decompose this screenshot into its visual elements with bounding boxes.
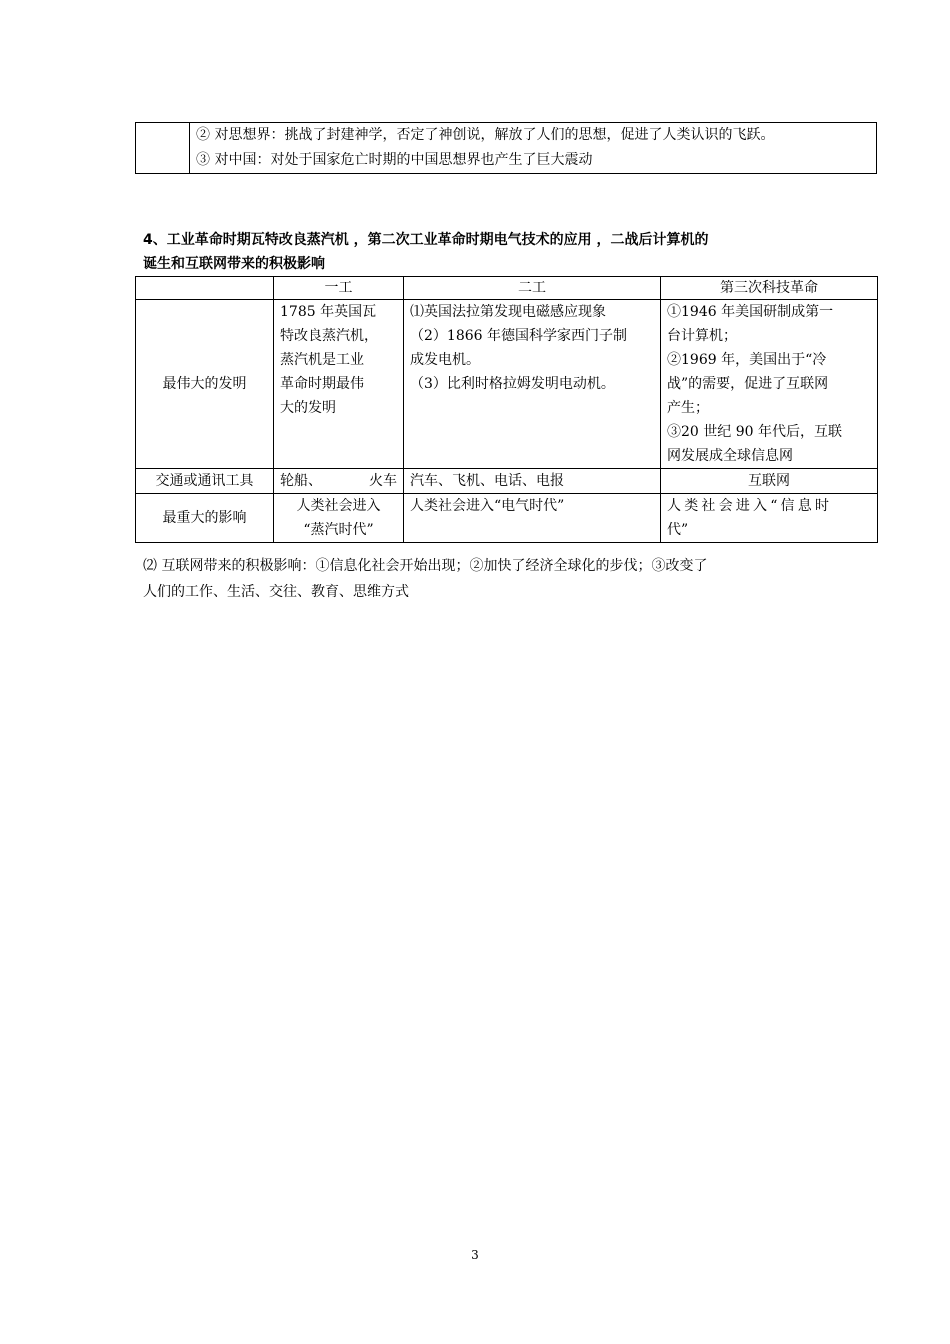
transport-train: 火车	[369, 473, 397, 489]
cell-line: 1785 年英国瓦	[280, 304, 377, 320]
cell-second-invention	[404, 300, 661, 469]
continuation-table	[135, 122, 877, 174]
row-label-impact: 最重大的影响	[136, 494, 274, 543]
cell-line: 革命时期最伟	[280, 376, 364, 392]
cell-line: 蒸汽机是工业	[280, 352, 364, 368]
cell-line: 成发电机。	[410, 352, 480, 368]
cell-line: （3）比利时格拉姆发明电动机。	[410, 376, 615, 392]
cell-line: （2）1866 年德国科学家西门子制	[410, 328, 627, 344]
note-line-2: 人们的工作、生活、交往、教育、思维方式	[143, 584, 409, 600]
cell-first-impact	[274, 494, 404, 543]
table-header-row	[136, 277, 878, 300]
cell-line: 网发展成全球信息网	[667, 448, 793, 464]
cell-third-transport: 互联网	[661, 469, 878, 494]
table-row-impact	[136, 494, 878, 543]
cell-line: 大的发明	[280, 400, 336, 416]
cell-second-transport: 汽车、飞机、电话、电报	[404, 469, 661, 494]
section-heading	[143, 228, 863, 276]
cell-third-impact	[661, 494, 878, 543]
heading-line-1: 4、工业革命时期瓦特改良蒸汽机 ，第二次工业革命时期电气技术的应用 ，二战后计算机的	[143, 232, 709, 248]
transport-spread	[280, 469, 397, 493]
influence-thought: ② 对思想界：挑战了封建神学，否定了神创说，解放了人们的思想，促进了人类认识的飞跃。	[196, 127, 775, 143]
influence-cell	[190, 123, 877, 174]
cell-first-invention	[274, 300, 404, 469]
cell-line: ③20 世纪 90 年代后，互联	[667, 424, 842, 440]
cell-third-invention	[661, 300, 878, 469]
cell-second-impact: 人类社会进入“电气时代”	[404, 494, 661, 543]
heading-line-2: 诞生和互联网带来的积极影响	[143, 256, 325, 272]
influence-china: ③ 对中国：对处于国家危亡时期的中国思想界也产生了巨大震动	[196, 152, 593, 168]
cell-line: ⑴英国法拉第发现电磁感应现象	[410, 304, 606, 320]
cell-line: ①1946 年美国研制成第一	[667, 304, 834, 320]
cell-line: ②1969 年，美国出于“冷	[667, 352, 827, 368]
revolution-comparison-table	[135, 276, 878, 543]
table-row-transport	[136, 469, 878, 494]
internet-impact-note	[143, 553, 833, 605]
cell-line: 人类社会进入	[296, 498, 381, 514]
note-line-1: ⑵ 互联网带来的积极影响：①信息化社会开始出现；②加快了经济全球化的步伐；③改变了	[143, 558, 708, 574]
cell-line: 台计算机；	[667, 328, 737, 344]
header-first-revolution: 一工	[274, 277, 404, 300]
cell-line: 战”的需要，促进了互联网	[667, 376, 829, 392]
cell-line: 人类社会进入“信息时	[667, 498, 833, 514]
cell-line: 特改良蒸汽机，	[280, 328, 378, 344]
page-number: 3	[471, 1248, 479, 1262]
cell-line: “蒸汽时代”	[303, 522, 374, 538]
empty-label-cell	[136, 123, 190, 174]
row-label-inventions: 最伟大的发明	[136, 300, 274, 469]
cell-line: 产生；	[667, 400, 709, 416]
header-third-revolution: 第三次科技革命	[661, 277, 878, 300]
cell-first-transport	[274, 469, 404, 494]
row-label-transport: 交通或通讯工具	[136, 469, 274, 494]
cell-line: 代”	[667, 522, 689, 538]
header-empty	[136, 277, 274, 300]
header-second-revolution: 二工	[404, 277, 661, 300]
transport-ship: 轮船、	[280, 473, 322, 489]
table-row-inventions	[136, 300, 878, 469]
